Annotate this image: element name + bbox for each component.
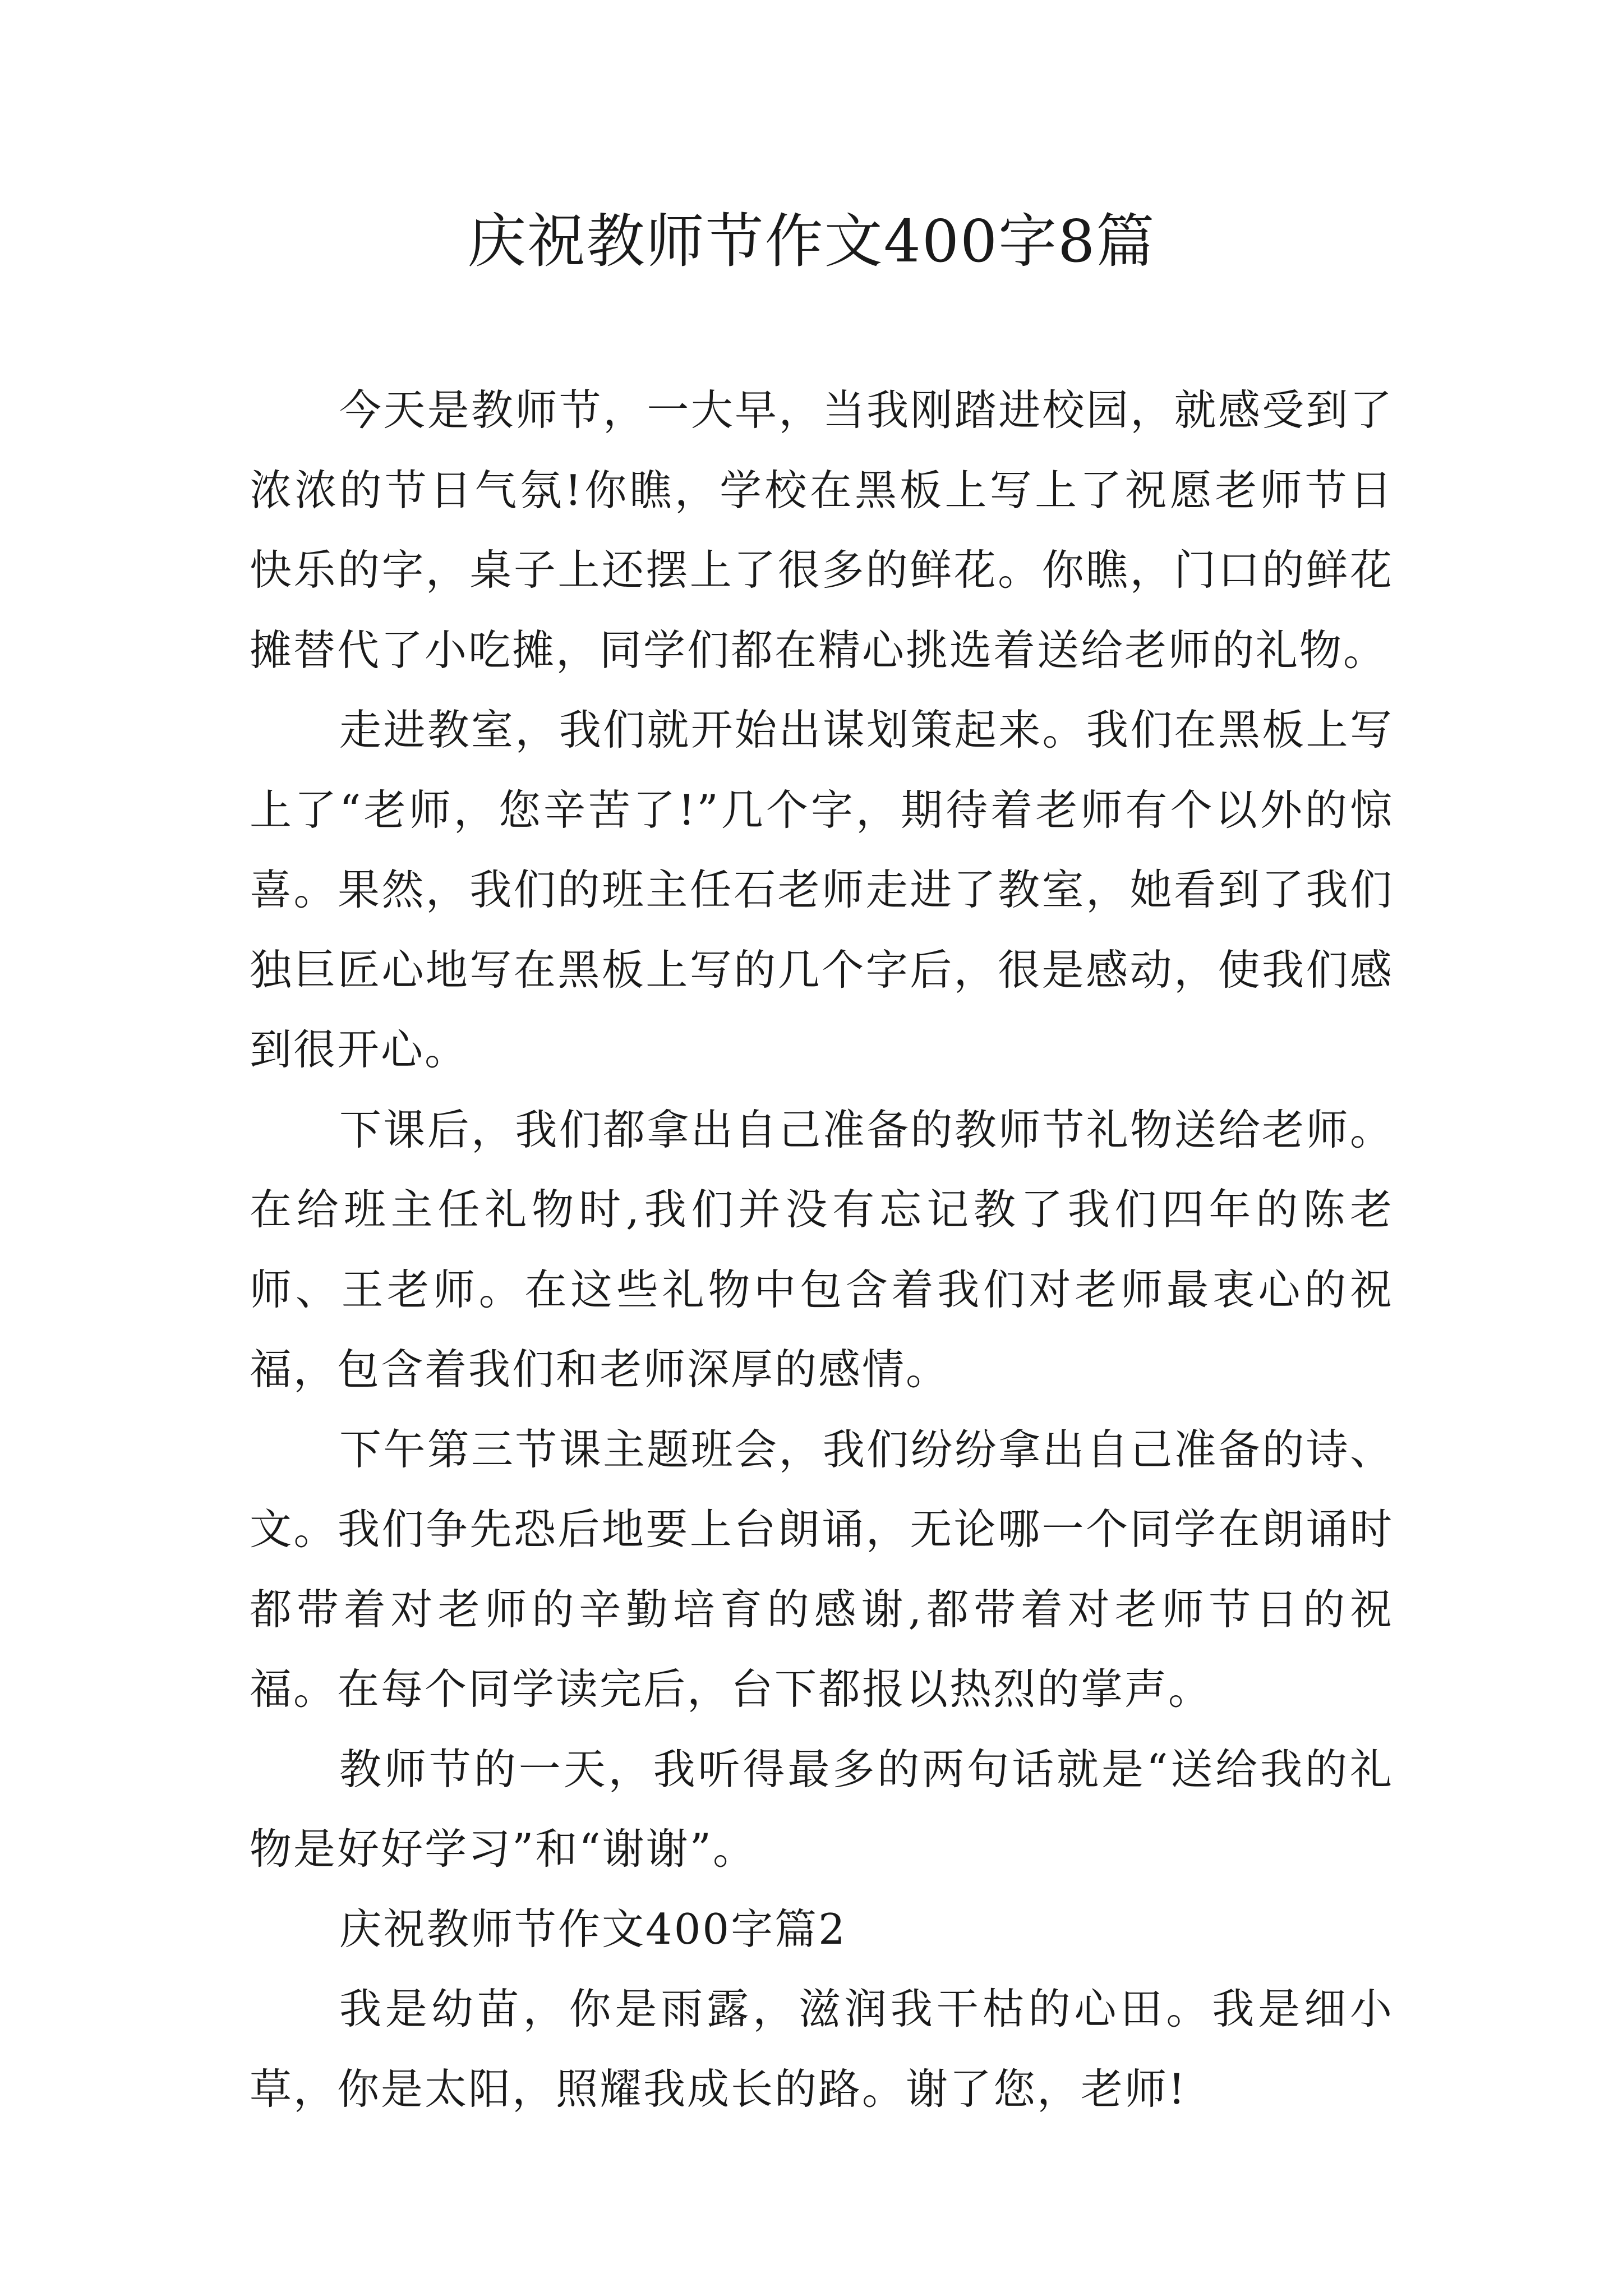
document-body (250, 370, 1394, 2129)
paragraph-1: 今天是教师节，一大早，当我刚踏进校园，就感受到了浓浓的节日气氛!你瞧，学校在黑板上写上了祝愿老师节日快乐的字，桌子上还摆上了很多的鲜花。你瞧，门口的鲜花摊替代了小吃摊，同学们都在精心挑选着送给老师的礼物。 (250, 385, 1394, 675)
paragraph-4: 下午第三节课主题班会，我们纷纷拿出自己准备的诗、文。我们争先恐后地要上台朗诵，无论哪一个同学在朗诵时都带着对老师的辛勤培育的感谢,都带着对老师节日的祝福。在每个同学读完后，台下都报以热烈的掌声。 (250, 1424, 1394, 1714)
paragraph-2: 走进教室，我们就开始出谋划策起来。我们在黑板上写上了“老师，您辛苦了!”几个字，期待着老师有个以外的惊喜。果然，我们的班主任石老师走进了教室，她看到了我们独巨匠心地写在黑板上写的几个字后，很是感动，使我们感到很开心。 (250, 705, 1394, 1074)
paragraph-5: 教师节的一天，我听得最多的两句话就是“送给我的礼物是好好学习”和“谢谢”。 (250, 1744, 1394, 1874)
paragraph-3: 下课后，我们都拿出自己准备的教师节礼物送给老师。在给班主任礼物时,我们并没有忘记教了我们四年的陈老师、王老师。在这些礼物中包含着我们对老师最衷心的祝福，包含着我们和老师深厚的感情。 (250, 1105, 1394, 1394)
paragraph-6: 我是幼苗，你是雨露，滋润我干枯的心田。我是细小草，你是太阳，照耀我成长的路。谢了您，老师! (250, 1984, 1394, 2114)
section-heading-2: 庆祝教师节作文400字篇2 (339, 1904, 847, 1954)
document-title: 庆祝教师节作文400字8篇 (467, 207, 1156, 275)
